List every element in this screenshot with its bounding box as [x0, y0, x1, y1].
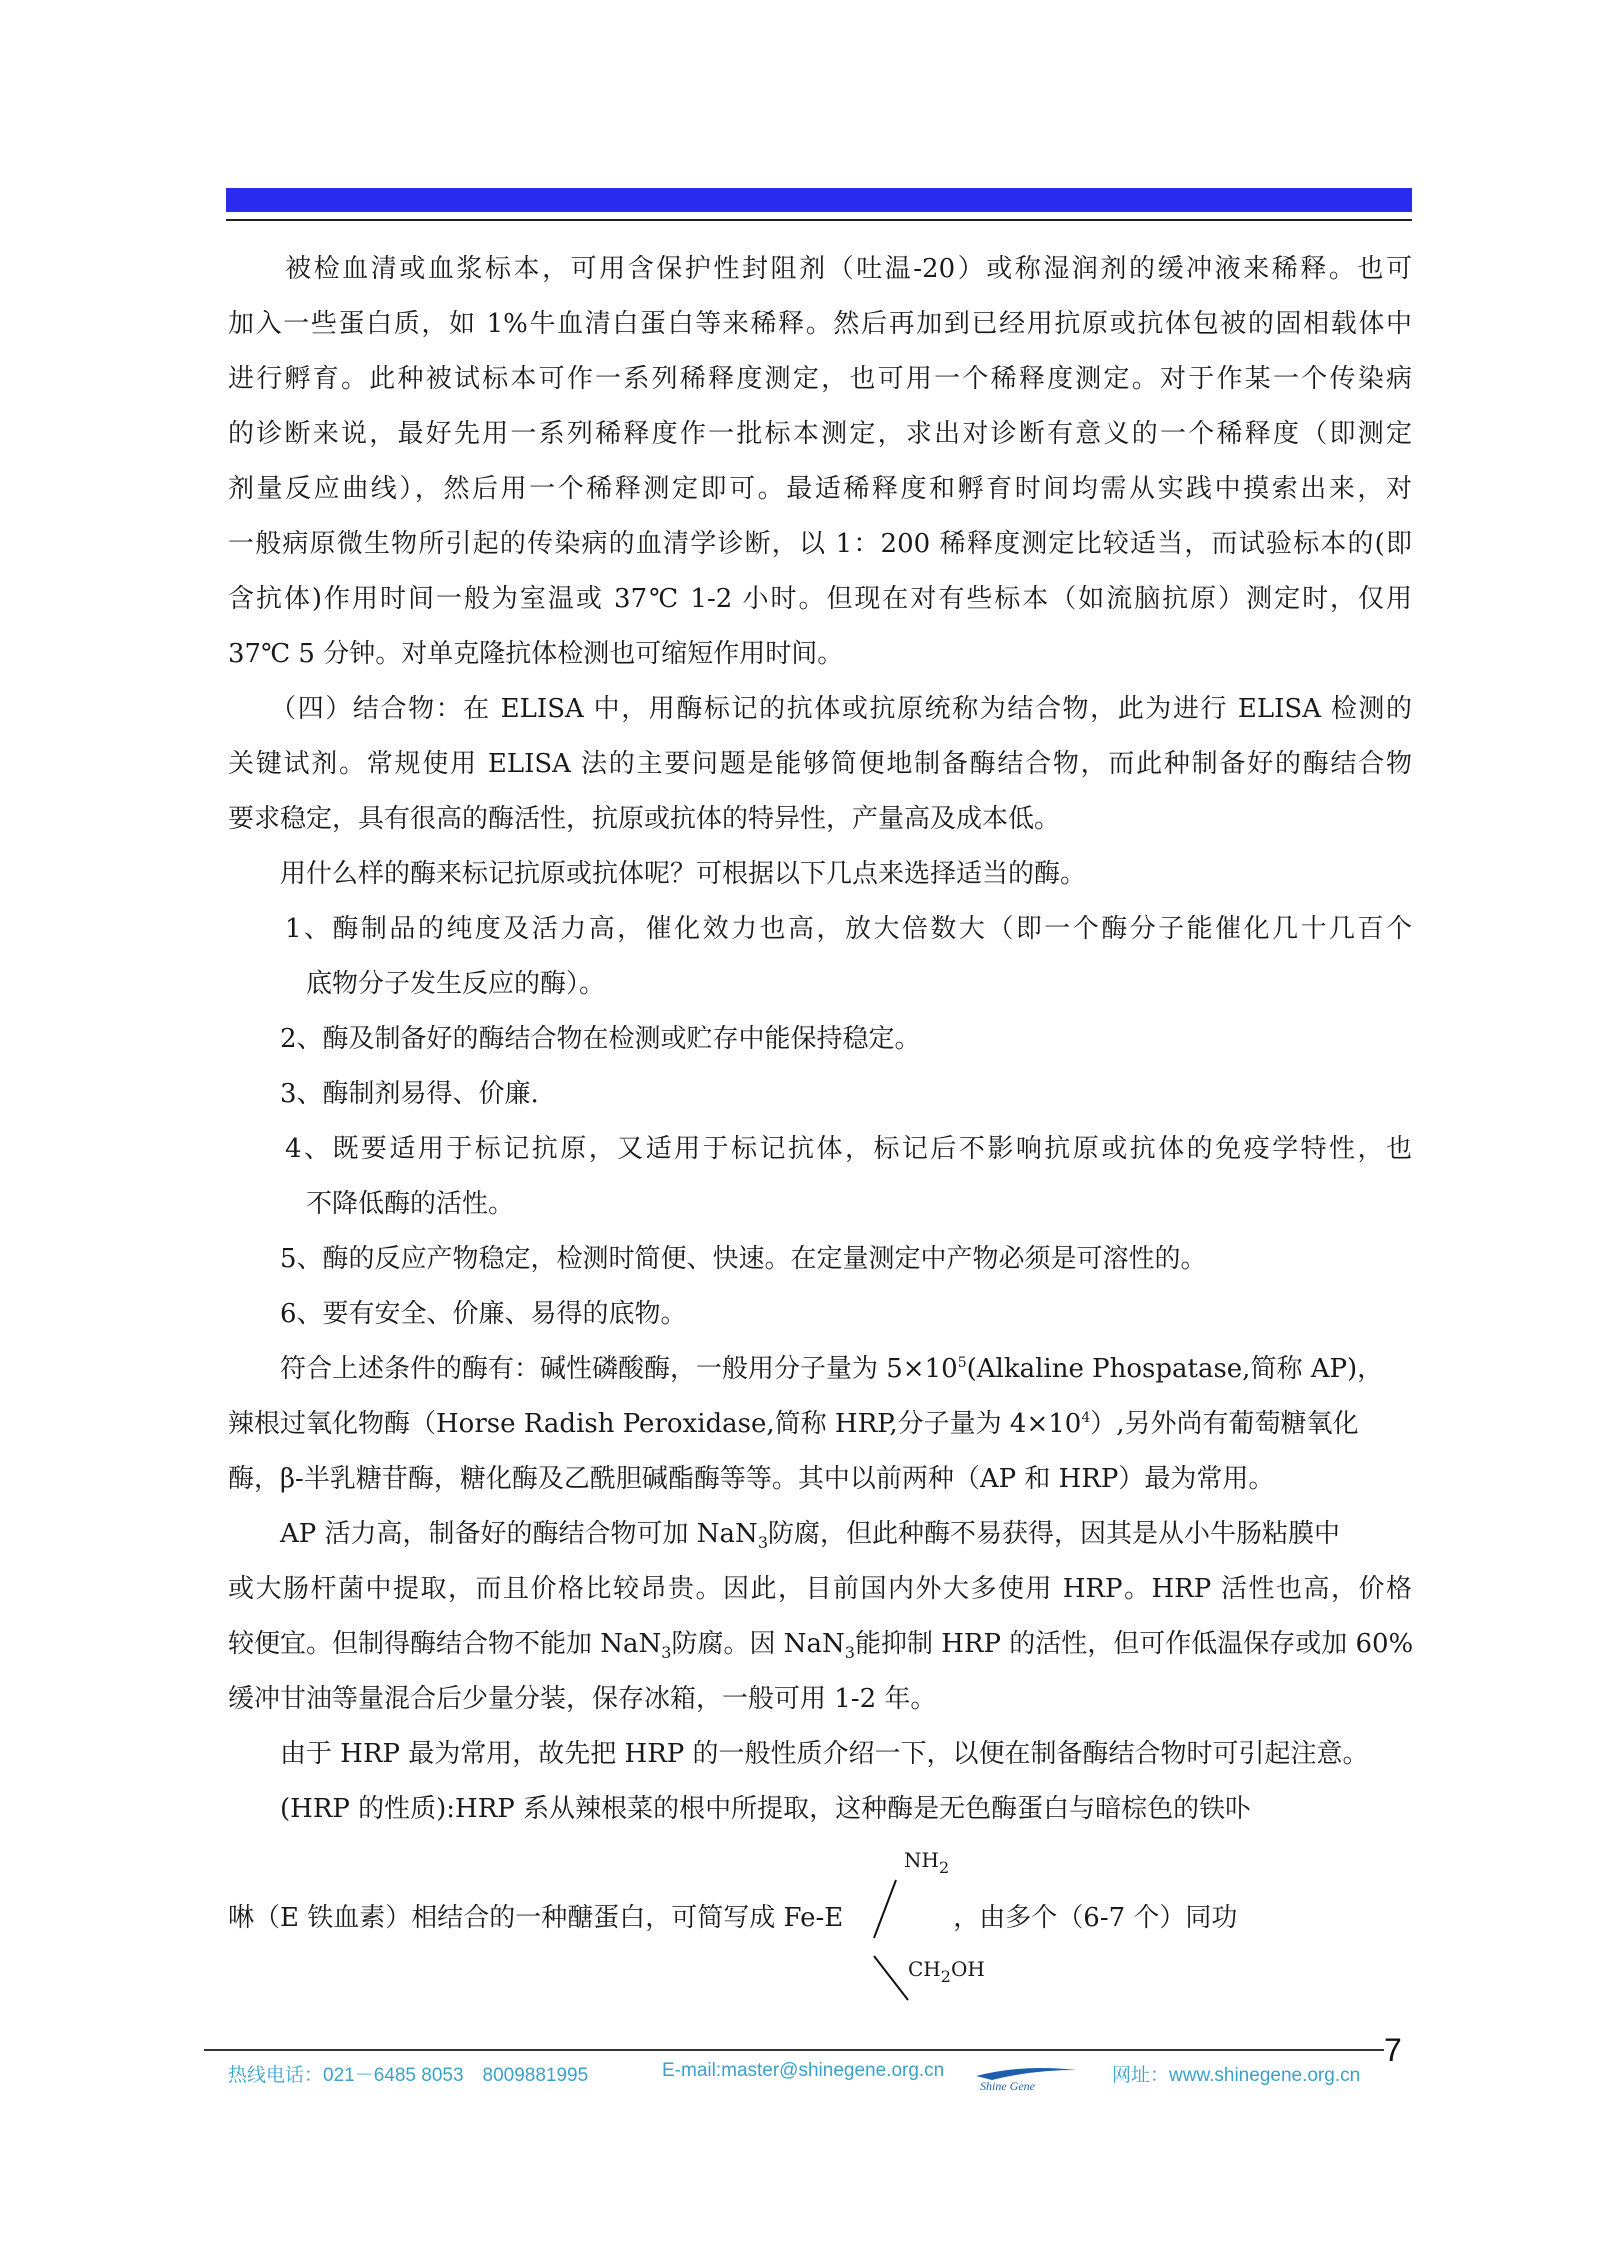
- list-item: 2、酶及制备好的酶结合物在检测或贮存中能保持稳定。: [228, 1024, 921, 1054]
- list-item: 5、酶的反应产物稳定，检测时简便、快速。在定量测定中产物必须是可溶性的。: [228, 1244, 1207, 1274]
- footer-email: E-mail:master@shinegene.org.cn: [662, 2060, 945, 2081]
- shinegene-logo: [972, 2062, 1082, 2096]
- text-run: AP 活力高，制备好的酶结合物可加 NaN: [228, 1519, 758, 1549]
- list-item: 底物分子发生反应的酶）。: [228, 969, 606, 999]
- formula-ch2oh: $CH_2OH$: [908, 1957, 985, 1986]
- subscript: 3: [757, 1533, 768, 1552]
- paragraph-line: (HRP 的性质):HRP 系从辣根菜的根中所提取，这种酶是无色酶蛋白与暗棕色的铁卟: [228, 1794, 1252, 1824]
- text-run: ）,另外尚有葡萄糖氧化: [1090, 1409, 1359, 1439]
- paragraph-line: [228, 1901, 1237, 1935]
- list-item: 4、既要适用于标记抗原，又适用于标记抗体，标记后不影响抗原或抗体的免疫学特性，也: [228, 1134, 1412, 1164]
- paragraph-line: 37℃ 5 分钟。对单克隆抗体检测也可缩短作用时间。: [228, 639, 844, 669]
- text-run: 能抑制 HRP 的活性，但可作低温保存或加 60%: [854, 1629, 1414, 1659]
- text-run: (Alkaline Phospatase,简称 AP)，: [966, 1354, 1384, 1384]
- paragraph-line: 加入一些蛋白质，如 1%牛血清白蛋白等来稀释。然后再加到已经用抗原或抗体包被的固相载体中: [228, 309, 1412, 339]
- paragraph-line: 由于 HRP 最为常用，故先把 HRP 的一般性质介绍一下，以便在制备酶结合物时可引起注意。: [228, 1739, 1369, 1769]
- page-number: 7: [1384, 2032, 1402, 2068]
- superscript: 4: [1081, 1410, 1091, 1426]
- paragraph-line: 酶，β-半乳糖苷酶，糖化酶及乙酰胆碱酯酶等等。其中以前两种（AP 和 HRP）最为常用。: [228, 1464, 1275, 1494]
- paragraph-line: （四）结合物：在 ELISA 中，用酶标记的抗体或抗原统称为结合物，此为进行 ELISA 检测的: [228, 694, 1412, 724]
- header-bar: [226, 188, 1412, 212]
- list-item: 3、酶制剂易得、价廉.: [228, 1079, 539, 1109]
- paragraph-line: 缓冲甘油等量混合后少量分装，保存冰箱，一般可用 1-2 年。: [228, 1684, 937, 1714]
- list-item: 不降低酶的活性。: [228, 1189, 515, 1219]
- text-run: 防腐。因 NaN: [671, 1629, 845, 1659]
- footer-rule: [204, 2049, 1384, 2051]
- text-run: ，由多个（6-7 个）同功: [953, 1903, 1238, 1933]
- footer-phone: 热线电话：021－6485 8053 8009881995: [228, 2065, 589, 2086]
- header-rule: [226, 219, 1412, 221]
- paragraph-line: 进行孵育。此种被试标本可作一系列稀释度测定，也可用一个稀释度测定。对于作某一个传染病: [228, 364, 1412, 394]
- paragraph-line: 的诊断来说，最好先用一系列稀释度作一批标本测定，求出对诊断有意义的一个稀释度（即测定: [228, 419, 1412, 449]
- footer-website: 网址：www.shinegene.org.cn: [1112, 2065, 1361, 2086]
- list-item: 1、酶制品的纯度及活力高，催化效力也高，放大倍数大（即一个酶分子能催化几十几百个: [228, 914, 1412, 944]
- formula-bonds: [868, 1872, 928, 2022]
- svg-text:Shine Gene: Shine Gene: [980, 2079, 1035, 2093]
- paragraph-line: 剂量反应曲线），然后用一个稀释测定即可。最适稀释度和孵育时间均需从实践中摸索出来，对: [228, 474, 1412, 504]
- paragraph-line: 用什么样的酶来标记抗原或抗体呢？可根据以下几点来选择适当的酶。: [228, 859, 1087, 889]
- paragraph-line: [228, 1407, 1359, 1441]
- text-run: 防腐，但此种酶不易获得，因其是从小牛肠粘膜中: [768, 1519, 1341, 1549]
- subscript: 2: [938, 1858, 950, 1877]
- paragraph-line: 被检血清或血浆标本，可用含保护性封阻剂（吐温-20）或称湿润剂的缓冲液来稀释。也可: [228, 254, 1412, 284]
- superscript: 5: [957, 1355, 967, 1371]
- formula-nh2: $NH_2$: [904, 1848, 950, 1877]
- subscript: 2: [940, 1967, 951, 1986]
- paragraph-line: 含抗体)作用时间一般为室温或 37℃ 1-2 小时。但现在对有些标本（如流脑抗原）测定时，仅用: [228, 584, 1412, 614]
- text-run: 较便宜。但制得酶结合物不能加 NaN: [228, 1629, 662, 1659]
- paragraph-line: [228, 1517, 1340, 1551]
- list-item: 6、要有安全、价廉、易得的底物。: [228, 1299, 687, 1329]
- paragraph-line: 要求稳定，具有很高的酶活性，抗原或抗体的特异性，产量高及成本低。: [228, 804, 1061, 834]
- text-run: 辣根过氧化物酶（Horse Radish Peroxidase,简称 HRP,分子量为 4×10: [228, 1409, 1082, 1439]
- paragraph-line: 一般病原微生物所引起的传染病的血清学诊断，以 1：200 稀释度测定比较适当，而试验标本的(即: [228, 529, 1412, 559]
- paragraph-line: [228, 1352, 1383, 1386]
- paragraph-line: 关键试剂。常规使用 ELISA 法的主要问题是能够简便地制备酶结合物，而此种制备好的酶结合物: [228, 749, 1412, 779]
- paragraph-line: 或大肠杆菌中提取，而且价格比较昂贵。因此，目前国内外大多使用 HRP。HRP 活性也高，价格: [228, 1574, 1412, 1604]
- text-run: 啉（E 铁血素）相结合的一种醣蛋白，可简写成 Fe-E: [228, 1903, 844, 1933]
- subscript: 3: [844, 1643, 855, 1662]
- text-run: 符合上述条件的酶有：碱性磷酸酶，一般用分子量为 5×10: [228, 1354, 958, 1384]
- paragraph-line: [228, 1627, 1413, 1661]
- subscript: 3: [661, 1643, 672, 1662]
